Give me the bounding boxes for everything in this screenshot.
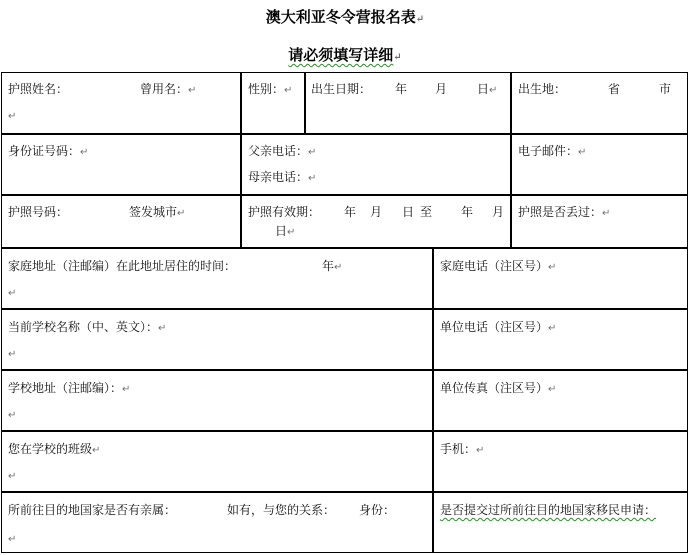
paragraph-mark: ↵: [548, 323, 557, 334]
id-number-label: 身份证号码：: [8, 144, 81, 158]
passport-number-label: 护照号码：: [8, 205, 69, 219]
birth-date-label: 出生日期：: [311, 82, 372, 96]
immigration-cell[interactable]: [433, 492, 688, 553]
paragraph-mark: ↵: [602, 208, 611, 219]
paragraph-mark: ↵: [8, 349, 17, 360]
work-phone-label: 单位电话（注区号）: [440, 320, 549, 334]
email-label: 电子邮件：: [518, 144, 579, 158]
gender-label: 性别：: [248, 82, 285, 96]
birth-month-label: 月: [435, 82, 448, 96]
paragraph-mark: ↵: [8, 410, 17, 421]
city-label: 市: [659, 82, 672, 96]
paragraph-mark: ↵: [8, 288, 17, 299]
relatives-label: 所前往目的地国家是否有亲属：: [8, 503, 177, 517]
validity-to-label: 至: [420, 205, 433, 219]
gender-cell[interactable]: [241, 72, 305, 134]
validity-year-label: 年: [344, 205, 357, 219]
status-label: 身份：: [359, 503, 396, 517]
mother-phone-label: 母亲电话：: [248, 170, 309, 184]
id-number-cell[interactable]: [1, 134, 241, 195]
paragraph-mark: ↵: [284, 85, 293, 96]
residence-years-label: 年: [322, 259, 335, 273]
paragraph-mark: ↵: [177, 208, 186, 219]
birth-date-cell[interactable]: [305, 72, 511, 134]
form-title-text: 澳大利亚冬令营报名表: [265, 8, 416, 26]
paragraph-mark: ↵: [476, 445, 485, 456]
paragraph-mark: ↵: [334, 262, 343, 273]
paragraph-mark: ↵: [8, 111, 17, 122]
passport-name-label: 护照姓名：: [8, 82, 69, 96]
paragraph-mark: ↵: [80, 147, 89, 158]
home-address-label: 家庭地址（注邮编）在此地址居住的时间：: [8, 259, 237, 273]
parent-phone-cell[interactable]: [241, 134, 511, 195]
former-name-label: 曾用名：: [140, 82, 189, 96]
paragraph-mark: ↵: [578, 147, 587, 158]
paragraph-mark: ↵: [308, 147, 317, 158]
birthplace-label: 出生地：: [518, 82, 567, 96]
paragraph-mark: ↵: [489, 85, 498, 96]
school-name-label: 当前学校名称（中、英文）：: [8, 320, 159, 334]
paragraph-mark: ↵: [188, 85, 197, 96]
issue-city-label: 签发城市: [129, 205, 178, 219]
work-fax-cell[interactable]: [433, 370, 688, 431]
paragraph-mark: ↵: [393, 52, 402, 63]
paragraph-mark: ↵: [8, 534, 17, 545]
paragraph-mark: ↵: [158, 323, 167, 334]
paragraph-mark: ↵: [548, 262, 557, 273]
form-subtitle-text: 请必须填写详细: [288, 46, 394, 64]
paragraph-mark: ↵: [92, 445, 101, 456]
paragraph-mark: ↵: [287, 227, 296, 238]
mobile-cell[interactable]: [433, 431, 688, 492]
validity-month-label: 月: [370, 205, 383, 219]
validity-day2-label: 日: [275, 224, 288, 238]
class-label: 您在学校的班级: [8, 442, 93, 456]
validity-year2-label: 年: [461, 205, 474, 219]
birth-day-label: 日: [477, 82, 490, 96]
relation-label: 如有，与您的关系：: [227, 503, 336, 517]
province-label: 省: [608, 82, 621, 96]
passport-validity-cell[interactable]: [241, 195, 511, 248]
birth-year-label: 年: [395, 82, 408, 96]
class-cell[interactable]: [1, 431, 433, 492]
home-phone-label: 家庭电话（注区号）: [440, 259, 549, 273]
school-address-label: 学校地址（注邮编）：: [8, 381, 123, 395]
validity-month2-label: 月: [492, 205, 505, 219]
passport-lost-cell[interactable]: [511, 195, 688, 248]
school-address-cell[interactable]: [1, 370, 433, 431]
passport-name-cell[interactable]: [1, 72, 241, 134]
form-title: [0, 6, 690, 27]
work-phone-cell[interactable]: [433, 309, 688, 370]
birthplace-cell[interactable]: [511, 72, 688, 134]
email-cell[interactable]: [511, 134, 688, 195]
passport-number-cell[interactable]: [1, 195, 241, 248]
father-phone-label: 父亲电话：: [248, 144, 309, 158]
home-phone-cell[interactable]: [433, 248, 688, 309]
immigration-label: 是否提交过所前往目的地国家移民申请：: [440, 503, 657, 517]
paragraph-mark: ↵: [548, 384, 557, 395]
home-address-cell[interactable]: [1, 248, 433, 309]
validity-day-label: 日: [402, 205, 415, 219]
form-subtitle: [0, 44, 690, 65]
passport-lost-label: 护照是否丢过：: [518, 205, 603, 219]
school-name-cell[interactable]: [1, 309, 433, 370]
paragraph-mark: ↵: [308, 173, 317, 184]
paragraph-mark: ↵: [122, 384, 131, 395]
paragraph-mark: ↵: [8, 471, 17, 482]
relatives-cell[interactable]: [1, 492, 433, 553]
passport-validity-label: 护照有效期：: [248, 205, 321, 219]
work-fax-label: 单位传真（注区号）: [440, 381, 549, 395]
mobile-label: 手机：: [440, 442, 477, 456]
paragraph-mark: ↵: [415, 14, 425, 25]
